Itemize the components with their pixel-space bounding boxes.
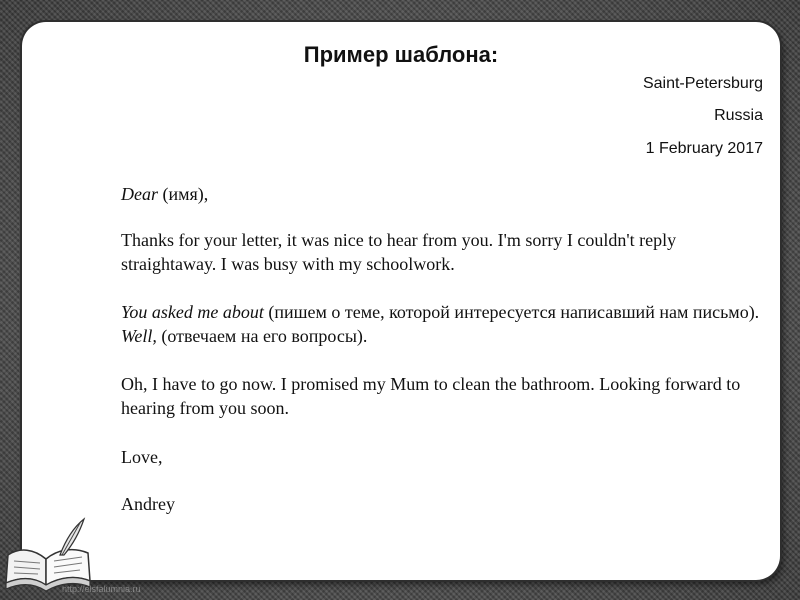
address-date: 1 February 2017 [645, 140, 763, 157]
address-city: Saint-Petersburg [642, 75, 763, 92]
letter-sign-off: Love, [121, 447, 163, 467]
greeting-placeholder: (имя), [158, 184, 209, 204]
asked-phrase: You asked me about [121, 302, 264, 322]
book-quill-icon [0, 515, 100, 595]
letter-greeting [121, 182, 760, 206]
address-country: Russia [714, 107, 763, 124]
asked-instruction: (пишем о теме, которой интересуется написавший нам письмо). [263, 302, 760, 322]
letter-paragraph-asked [121, 300, 760, 348]
letter-signature: Andrey [121, 494, 175, 514]
letter-paper [22, 22, 780, 580]
source-watermark: http://elsfalumnia.ru [62, 584, 141, 594]
letter-paragraph-thanks: Thanks for your letter, it was nice to hear from you. I'm sorry I couldn't reply straightaway. I was busy with my schoolwork. [121, 230, 677, 274]
letter-paragraph-closing: Oh, I have to go now. I promised my Mum to clean the bathroom. Looking forward to hearing from you soon. [121, 374, 741, 418]
well-instruction: (отвечаем на его вопросы). [156, 326, 368, 346]
page-title: Пример шаблона: [303, 42, 499, 67]
well-phrase: Well, [121, 326, 157, 346]
greeting-word: Dear [121, 184, 158, 204]
